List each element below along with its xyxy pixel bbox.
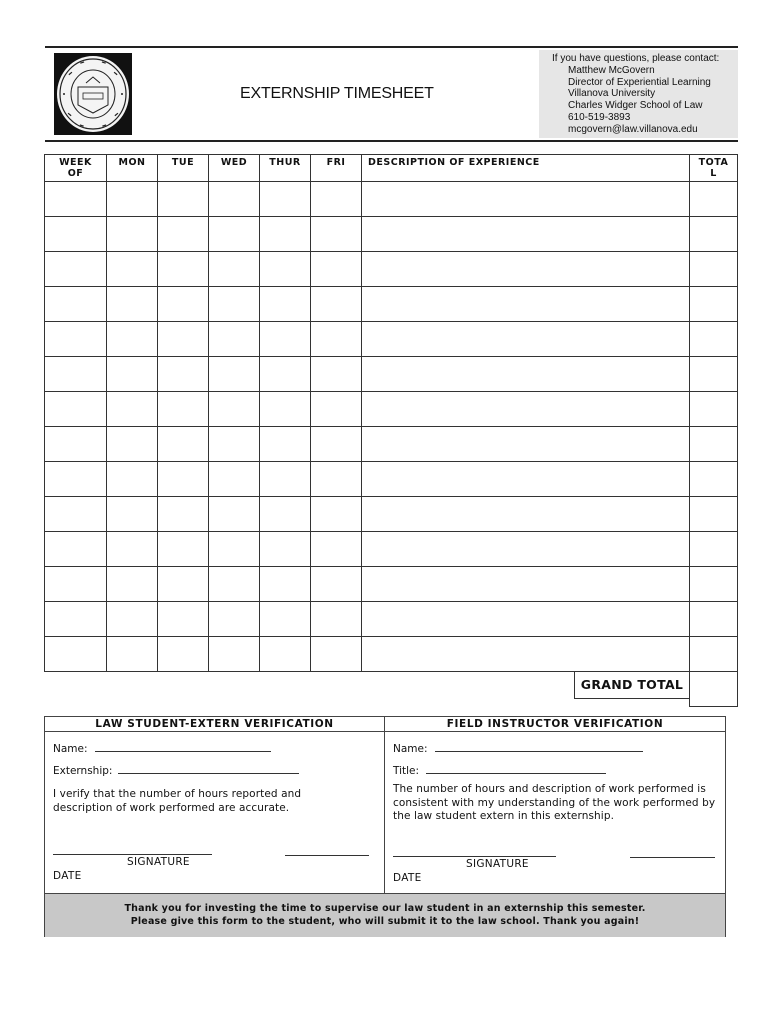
cell-fri[interactable] [311,637,362,672]
cell-thur[interactable] [260,637,311,672]
grand-total-label-wrapper [362,672,690,707]
student-verification-heading: LAW STUDENT-EXTERN VERIFICATION [45,717,384,732]
grand-total-spacer [45,672,362,707]
contact-name: Matthew McGovern [568,64,655,76]
col-thur: THUR [260,155,311,182]
cell-total[interactable] [690,182,738,217]
contact-university: Villanova University [568,88,656,100]
instructor-title-line[interactable] [426,763,606,774]
cell-tue[interactable] [158,497,209,532]
table-row [45,602,738,637]
cell-tue[interactable] [158,322,209,357]
cell-mon[interactable] [107,357,158,392]
contact-school: Charles Widger School of Law [568,100,703,112]
cell-fri[interactable] [311,217,362,252]
contact-email[interactable]: mcgovern@law.villanova.edu [568,123,698,135]
cell-total[interactable] [690,637,738,672]
cell-mon[interactable] [107,427,158,462]
cell-tue[interactable] [158,602,209,637]
cell-wed[interactable] [209,252,260,287]
cell-wed[interactable] [209,217,260,252]
cell-description[interactable] [362,287,690,322]
student-verification [45,717,385,893]
cell-description[interactable] [362,217,690,252]
table-row [45,497,738,532]
student-statement: I verify that the number of hours reported and description of work performed are accurate. [53,788,302,814]
table-row [45,462,738,497]
page-title: EXTERNSHIP TIMESHEET [240,85,434,102]
col-week-of: WEEK OF [45,155,107,182]
table-row [45,287,738,322]
cell-wed[interactable] [209,602,260,637]
student-date-label: DATE [53,870,82,882]
cell-thur[interactable] [260,217,311,252]
cell-fri[interactable] [311,322,362,357]
table-row [45,427,738,462]
cell-mon[interactable] [107,567,158,602]
cell-mon[interactable] [107,322,158,357]
cell-tue[interactable] [158,427,209,462]
cell-week-of[interactable] [45,637,107,672]
cell-tue[interactable] [158,217,209,252]
cell-description[interactable] [362,637,690,672]
contact-intro: If you have questions, please contact: [552,53,720,64]
grand-total-label: GRAND TOTAL [574,672,690,699]
cell-thur[interactable] [260,392,311,427]
instructor-signature-label: SIGNATURE [466,858,529,870]
cell-thur[interactable] [260,497,311,532]
cell-week-of[interactable] [45,602,107,637]
instructor-statement: The number of hours and description of work performed is consistent with my understanding of the work performed by the law student extern in this externship. [393,783,716,822]
cell-wed[interactable] [209,392,260,427]
cell-description[interactable] [362,252,690,287]
cell-total[interactable] [690,497,738,532]
cell-mon[interactable] [107,602,158,637]
cell-fri[interactable] [311,427,362,462]
cell-mon[interactable] [107,182,158,217]
cell-thur[interactable] [260,567,311,602]
cell-fri[interactable] [311,602,362,637]
cell-mon[interactable] [107,252,158,287]
student-externship-label: Externship: [53,765,113,777]
cell-tue[interactable] [158,252,209,287]
timesheet-table [44,154,738,707]
cell-total[interactable] [690,602,738,637]
cell-week-of[interactable] [45,217,107,252]
cell-week-of[interactable] [45,252,107,287]
cell-tue[interactable] [158,637,209,672]
student-externship-field[interactable] [53,763,299,777]
contact-box [539,50,738,138]
table-row [45,567,738,602]
cell-wed[interactable] [209,462,260,497]
cell-thur[interactable] [260,252,311,287]
cell-thur[interactable] [260,182,311,217]
cell-mon[interactable] [107,392,158,427]
cell-mon[interactable] [107,497,158,532]
cell-description[interactable] [362,497,690,532]
cell-wed[interactable] [209,357,260,392]
cell-description[interactable] [362,357,690,392]
cell-thur[interactable] [260,427,311,462]
cell-week-of[interactable] [45,182,107,217]
cell-wed[interactable] [209,497,260,532]
thank-you-footer [45,893,725,937]
cell-wed[interactable] [209,567,260,602]
cell-thur[interactable] [260,462,311,497]
cell-tue[interactable] [158,287,209,322]
cell-mon[interactable] [107,532,158,567]
cell-week-of[interactable] [45,567,107,602]
cell-description[interactable] [362,602,690,637]
cell-description[interactable] [362,532,690,567]
cell-wed[interactable] [209,287,260,322]
col-description: DESCRIPTION OF EXPERIENCE [362,155,690,182]
cell-wed[interactable] [209,532,260,567]
cell-tue[interactable] [158,532,209,567]
footer-line-1: Thank you for investing the time to supervise our law student in an externship this semester. [124,903,646,914]
instructor-title-label: Title: [393,765,420,777]
instructor-name-field[interactable] [393,741,643,755]
col-wed: WED [209,155,260,182]
cell-fri[interactable] [311,497,362,532]
cell-total[interactable] [690,252,738,287]
cell-fri[interactable] [311,567,362,602]
instructor-signature-line[interactable] [393,856,556,857]
table-row [45,637,738,672]
cell-week-of[interactable] [45,497,107,532]
cell-week-of[interactable] [45,287,107,322]
footer-line-2: Please give this form to the student, who will submit it to the law school. Thank you again! [130,915,640,927]
table-row [45,392,738,427]
col-total: TOTAL [690,155,738,182]
cell-fri[interactable] [311,357,362,392]
col-tue: TUE [158,155,209,182]
student-date-line[interactable] [285,855,369,856]
cell-fri[interactable] [311,392,362,427]
cell-description[interactable] [362,462,690,497]
form-header [45,46,738,142]
cell-thur[interactable] [260,357,311,392]
cell-description[interactable] [362,392,690,427]
cell-description[interactable] [362,322,690,357]
cell-tue[interactable] [158,392,209,427]
cell-week-of[interactable] [45,532,107,567]
cell-description[interactable] [362,182,690,217]
col-fri: FRI [311,155,362,182]
cell-mon[interactable] [107,217,158,252]
table-header-row [45,155,738,182]
cell-thur[interactable] [260,287,311,322]
student-signature-line[interactable] [53,854,212,855]
grand-total-value[interactable] [690,672,738,707]
cell-week-of[interactable] [45,427,107,462]
table-row [45,532,738,567]
cell-tue[interactable] [158,182,209,217]
cell-fri[interactable] [311,252,362,287]
instructor-date-label: DATE [393,872,422,884]
cell-week-of[interactable] [45,462,107,497]
cell-fri[interactable] [311,462,362,497]
cell-mon[interactable] [107,637,158,672]
cell-total[interactable] [690,322,738,357]
student-name-label: Name: [53,743,88,755]
cell-thur[interactable] [260,532,311,567]
cell-total[interactable] [690,427,738,462]
cell-fri[interactable] [311,532,362,567]
instructor-title-field[interactable] [393,763,606,777]
student-name-field[interactable] [53,741,271,755]
cell-total[interactable] [690,392,738,427]
contact-phone: 610-519-3893 [568,111,631,123]
cell-thur[interactable] [260,602,311,637]
cell-wed[interactable] [209,182,260,217]
cell-wed[interactable] [209,322,260,357]
cell-fri[interactable] [311,287,362,322]
instructor-name-label: Name: [393,743,428,755]
cell-tue[interactable] [158,567,209,602]
table-row [45,217,738,252]
verification-section [44,716,726,937]
cell-thur[interactable] [260,322,311,357]
table-row [45,252,738,287]
cell-fri[interactable] [311,182,362,217]
cell-tue[interactable] [158,357,209,392]
table-row [45,357,738,392]
student-externship-line[interactable] [118,763,299,774]
university-seal-logo [54,53,132,135]
cell-week-of[interactable] [45,357,107,392]
cell-total[interactable] [690,532,738,567]
student-signature-label: SIGNATURE [127,856,190,868]
cell-total[interactable] [690,567,738,602]
cell-week-of[interactable] [45,322,107,357]
cell-total[interactable] [690,462,738,497]
cell-mon[interactable] [107,462,158,497]
table-row [45,322,738,357]
student-name-line[interactable] [95,741,271,752]
instructor-date-line[interactable] [630,857,715,858]
cell-week-of[interactable] [45,392,107,427]
instructor-verification [385,717,725,893]
instructor-name-line[interactable] [435,741,643,752]
cell-total[interactable] [690,217,738,252]
cell-wed[interactable] [209,637,260,672]
instructor-verification-heading: FIELD INSTRUCTOR VERIFICATION [385,717,725,732]
cell-tue[interactable] [158,462,209,497]
cell-wed[interactable] [209,427,260,462]
grand-total-row [45,672,738,707]
contact-role: Director of Experiential Learning [568,76,711,88]
cell-description[interactable] [362,427,690,462]
cell-total[interactable] [690,287,738,322]
table-row [45,182,738,217]
cell-total[interactable] [690,357,738,392]
col-mon: MON [107,155,158,182]
cell-mon[interactable] [107,287,158,322]
cell-description[interactable] [362,567,690,602]
